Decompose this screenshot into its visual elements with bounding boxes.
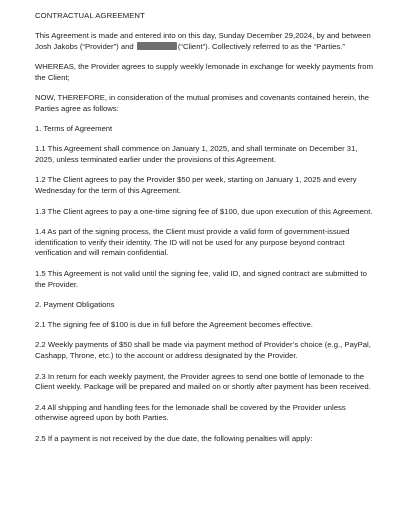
clause-2-2: 2.2 Weekly payments of $50 shall be made via payment method of Provider’s choice (e.g., PayPal, Cashapp, Throne, etc.) to the account or address designated by the Provider. <box>35 340 371 361</box>
clause-2-3: 2.3 In return for each weekly payment, the Provider agrees to send one bottle of lemonade to the Client weekly. Package will be prepared and mailed on or shortly after payment has been received. <box>35 371 371 392</box>
document-title: CONTRACTUAL AGREEMENT <box>35 11 145 20</box>
clause-2-5: 2.5 If a payment is not received by the due date, the following penalties will apply: <box>35 433 313 443</box>
clause-1-4: 1.4 As part of the signing process, the Client must provide a valid form of government-issued identification to verify their identity. The ID will not be used for any purpose beyond contract verification and will remain confidential. <box>35 226 350 258</box>
clause-1-1: 1.1 This Agreement shall commence on January 1, 2025, and shall terminate on December 31, 2025, unless terminated earlier under the provisions of this Agreement. <box>35 144 358 165</box>
intro-text-end: (“Client”). Collectively referred to as the “Parties.” <box>177 41 345 51</box>
section-2-heading: 2. Payment Obligations <box>35 299 115 309</box>
now-therefore-paragraph: NOW, THEREFORE, in consideration of the mutual promises and covenants contained herein, the Parties agree as follows: <box>35 92 370 113</box>
clause-1-3: 1.3 The Client agrees to pay a one-time signing fee of $100, due upon execution of this Agreement. <box>35 206 373 216</box>
clause-1-5: 1.5 This Agreement is not valid until the signing fee, valid ID, and signed contract are submitted to the Provider. <box>35 268 367 289</box>
whereas-paragraph: WHEREAS, the Provider agrees to supply weekly lemonade in exchange for weekly payments from the Client; <box>35 61 373 82</box>
intro-text-start: This Agreement is made and entered into on this day, Sunday December 29,2024, by and between Josh Jakobs (“Provider”) and <box>35 30 371 51</box>
clause-1-2: 1.2 The Client agrees to pay the Provider $50 per week, starting on January 1, 2025 and every Wednesday for the term of this Agreement. <box>35 175 357 196</box>
redacted-client-name <box>137 42 177 50</box>
section-1-heading: 1. Terms of Agreement <box>35 124 113 134</box>
clause-2-1: 2.1 The signing fee of $100 is due in full before the Agreement becomes effective. <box>35 320 313 330</box>
intro-paragraph <box>35 31 376 53</box>
clause-2-4: 2.4 All shipping and handling fees for the lemonade shall be covered by the Provider unless otherwise agreed upon by both Parties. <box>35 402 346 423</box>
